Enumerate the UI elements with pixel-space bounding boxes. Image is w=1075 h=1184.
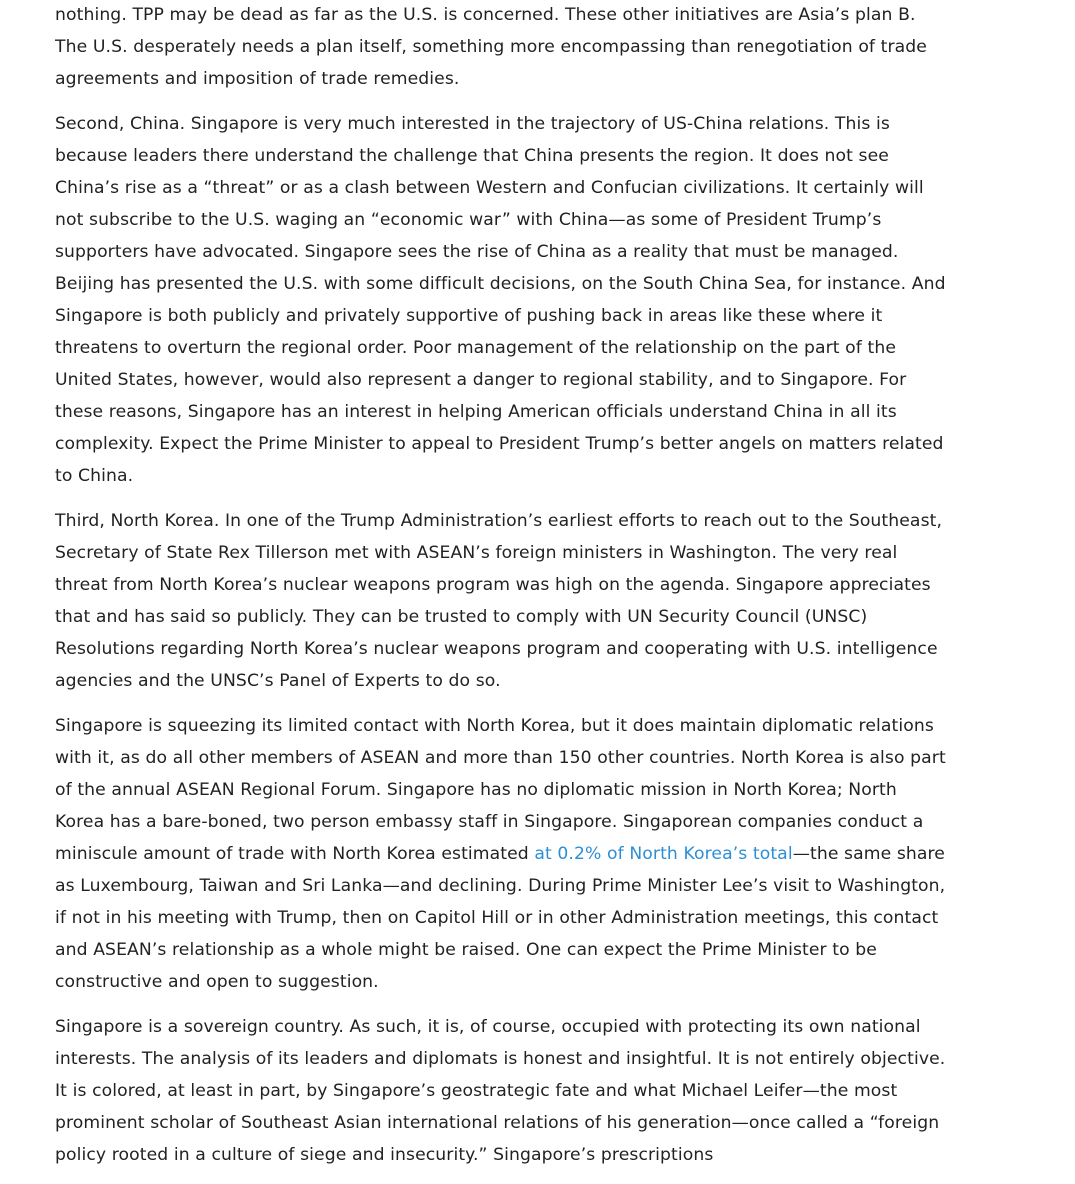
trade-share-link[interactable]: at 0.2% of North Korea’s total	[534, 844, 793, 864]
article-body	[55, 0, 947, 1184]
paragraph-north-korea-contact	[55, 710, 947, 998]
paragraph-text-before-link: Singapore is squeezing its limited contact with North Korea, but it does maintain diplomatic relations with it, as do all other members of ASEAN and more than 150 other countries. North Korea is also part of the annual ASEAN Regional Forum. Singapore has no diplomatic mission in North Korea; North Korea has a bare-boned, two person embassy staff in Singapore. Singaporean companies conduct a miniscule amount of trade with North Korea estimated	[55, 716, 946, 864]
paragraph-sovereign-country: Singapore is a sovereign country. As such, it is, of course, occupied with protecting its own national interests. The analysis of its leaders and diplomats is honest and insightful. It is not entirely objective. It is colored, at least in part, by Singapore’s geostrategic fate and what Michael Leifer—the most prominent scholar of Southeast Asian international relations of his generation—once called a “foreign policy rooted in a culture of siege and insecurity.” Singapore’s prescriptions	[55, 1017, 946, 1165]
paragraph-trade: nothing. TPP may be dead as far as the U.S. is concerned. These other initiatives are Asia’s plan B. The U.S. desperately needs a plan itself, something more encompassing than renegotiation of trade agreements and imposition of trade remedies.	[55, 5, 927, 89]
paragraph-north-korea: Third, North Korea. In one of the Trump Administration’s earliest efforts to reach out to the Southeast, Secretary of State Rex Tillerson met with ASEAN’s foreign ministers in Washington. The very real threat from North Korea’s nuclear weapons program was high on the agenda. Singapore appreciates that and has said so publicly. They can be trusted to comply with UN Security Council (UNSC) Resolutions regarding North Korea’s nuclear weapons program and cooperating with U.S. intelligence agencies and the UNSC’s Panel of Experts to do so.	[55, 511, 943, 691]
paragraph-text-after-link: —the same share as Luxembourg, Taiwan and Sri Lanka—and declining. During Prime Minister Lee’s visit to Washington, if not in his meeting with Trump, then on Capitol Hill or in other Administration meetings, this contact and ASEAN’s relationship as a whole might be raised. One can expect the Prime Minister to be constructive and open to suggestion.	[55, 844, 946, 992]
paragraph-china: Second, China. Singapore is very much interested in the trajectory of US-China relations. This is because leaders there understand the challenge that China presents the region. It does not see China’s rise as a “threat” or as a clash between Western and Confucian civilizations. It certainly will not subscribe to the U.S. waging an “economic war” with China—as some of President Trump’s supporters have advocated. Singapore sees the rise of China as a reality that must be managed. Beijing has presented the U.S. with some difficult decisions, on the South China Sea, for instance. And Singapore is both publicly and privately supportive of pushing back in areas like these where it threatens to overturn the regional order. Poor management of the relationship on the part of the United States, however, would also represent a danger to regional stability, and to Singapore. For these reasons, Singapore has an interest in helping American officials understand China in all its complexity. Expect the Prime Minister to appeal to President Trump’s better angels on matters related to China.	[55, 114, 946, 486]
